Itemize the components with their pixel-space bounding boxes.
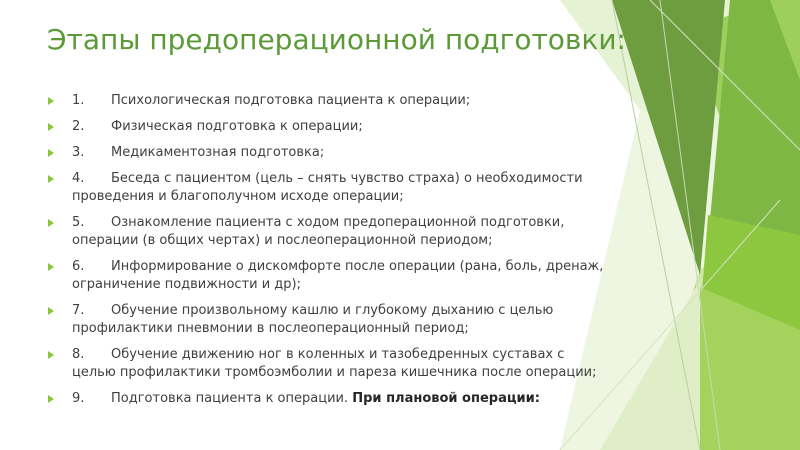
triangle-bullet-icon xyxy=(48,97,54,105)
triangle-bullet-icon xyxy=(48,307,54,315)
triangle-bullet-icon xyxy=(48,123,54,131)
list-item xyxy=(48,118,608,136)
item-number: 9. xyxy=(72,391,85,406)
item-number: 3. xyxy=(72,145,85,160)
item-text: Подготовка пациента к операции. xyxy=(111,391,353,406)
triangle-bullet-icon xyxy=(48,175,54,183)
item-number: 6. xyxy=(72,259,85,274)
slide-title: Этапы предоперационной подготовки: xyxy=(47,23,626,56)
list-item xyxy=(48,258,608,294)
list-item xyxy=(48,214,608,250)
item-number: 8. xyxy=(72,347,85,362)
item-text: Психологическая подготовка пациента к операции; xyxy=(111,93,471,108)
item-number: 4. xyxy=(72,171,85,186)
triangle-bullet-icon xyxy=(48,351,54,359)
item-number: 7. xyxy=(72,303,85,318)
item-text: Беседа с пациентом (цель – снять чувство страха) о необходимости проведения и благополучном исходе операции; xyxy=(72,171,583,204)
list-item xyxy=(48,92,608,110)
item-text: Обучение произвольному кашлю и глубокому дыханию с целью профилактики пневмонии в послеоперационный период; xyxy=(72,303,554,336)
triangle-bullet-icon xyxy=(48,149,54,157)
item-text: Ознакомление пациента с ходом предоперационной подготовки, операции (в общих чертах) и послеоперационной периодом; xyxy=(72,215,565,248)
item-number: 2. xyxy=(72,119,85,134)
item-number: 1. xyxy=(72,93,85,108)
list-item xyxy=(48,390,608,408)
item-bold-text: При плановой операции: xyxy=(352,391,540,406)
item-text: Медикаментозная подготовка; xyxy=(111,145,325,160)
item-text: Обучение движению ног в коленных и тазобедренных суставах с целью профилактики тромбоэмболии и пареза кишечника после операции; xyxy=(72,347,597,380)
list-item xyxy=(48,170,608,206)
triangle-bullet-icon xyxy=(48,219,54,227)
item-number: 5. xyxy=(72,215,85,230)
triangle-bullet-icon xyxy=(48,263,54,271)
list-item xyxy=(48,144,608,162)
preparation-steps-list xyxy=(48,92,608,416)
list-item xyxy=(48,346,608,382)
triangle-bullet-icon xyxy=(48,395,54,403)
item-text: Информирование о дискомфорте после операции (рана, боль, дренаж, ограничение подвижности и др); xyxy=(72,259,604,292)
list-item xyxy=(48,302,608,338)
item-text: Физическая подготовка к операции; xyxy=(111,119,363,134)
